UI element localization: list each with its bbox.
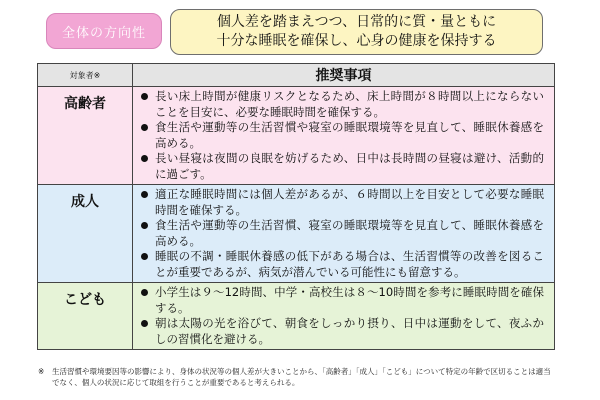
recommendation-list-child xyxy=(133,283,554,349)
list-item: 朝は太陽の光を浴びて、朝食をしっかり摂り、日中は運動をして、夜ふかしの習慣化を避ける。 xyxy=(139,316,544,347)
list-item: 適正な睡眠時間には個人差があるが、６時間以上を目安として必要な睡眠時間を確保する。 xyxy=(139,187,544,218)
header-subject: 対象者※ xyxy=(38,64,133,86)
table-row-child xyxy=(38,283,554,349)
footnote-mark: ※ xyxy=(38,367,45,376)
recommendation-table xyxy=(37,63,555,350)
recommendation-list-elderly xyxy=(133,87,554,184)
table-row-elderly xyxy=(38,87,554,185)
policy-line-1: 個人差を踏まえつつ、日常的に質・量ともに xyxy=(216,14,497,30)
overall-direction-badge xyxy=(46,13,162,49)
table-row-adult xyxy=(38,185,554,283)
list-item: 食生活や運動等の生活習慣、寝室の睡眠環境等を見直して、睡眠休養感を高める。 xyxy=(139,218,544,249)
list-item: 睡眠の不調・睡眠休養感の低下がある場合は、生活習慣等の改善を図ることが重要であるが、病気が潜んでいる可能性にも留意する。 xyxy=(139,249,544,280)
overall-direction-label: 全体の方向性 xyxy=(61,25,146,41)
header-recommendations: 推奨事項 xyxy=(315,68,372,84)
recommendation-list-adult xyxy=(133,185,554,282)
row-label-elderly: 高齢者 xyxy=(38,87,133,184)
list-item: 長い床上時間が健康リスクとなるため、床上時間が８時間以上にならないことを目安に、必要な睡眠時間を確保する。 xyxy=(139,89,544,120)
row-label-child: こども xyxy=(38,283,133,349)
policy-statement-box xyxy=(170,9,543,55)
footnote-text: 生活習慣や環境要因等の影響により、身体の状況等の個人差が大きいことから、「高齢者」「成人」「こども」について特定の年齢で区切ることは適当でなく、個人の状況に応じて取組を行うことが重要であると考えられる。 xyxy=(52,367,551,387)
footnote xyxy=(38,366,557,388)
policy-line-2: 十分な睡眠を確保し、心身の健康を保持する xyxy=(216,33,497,49)
list-item: 長い昼寝は夜間の良眠を妨げるため、日中は長時間の昼寝は避け、活動的に過ごす。 xyxy=(139,151,544,182)
table-header xyxy=(38,64,554,87)
row-label-adult: 成人 xyxy=(38,185,133,282)
list-item: 小学生は９～12時間、中学・高校生は８～10時間を参考に睡眠時間を確保する。 xyxy=(139,285,544,316)
list-item: 食生活や運動等の生活習慣や寝室の睡眠環境等を見直して、睡眠休養感を高める。 xyxy=(139,120,544,151)
